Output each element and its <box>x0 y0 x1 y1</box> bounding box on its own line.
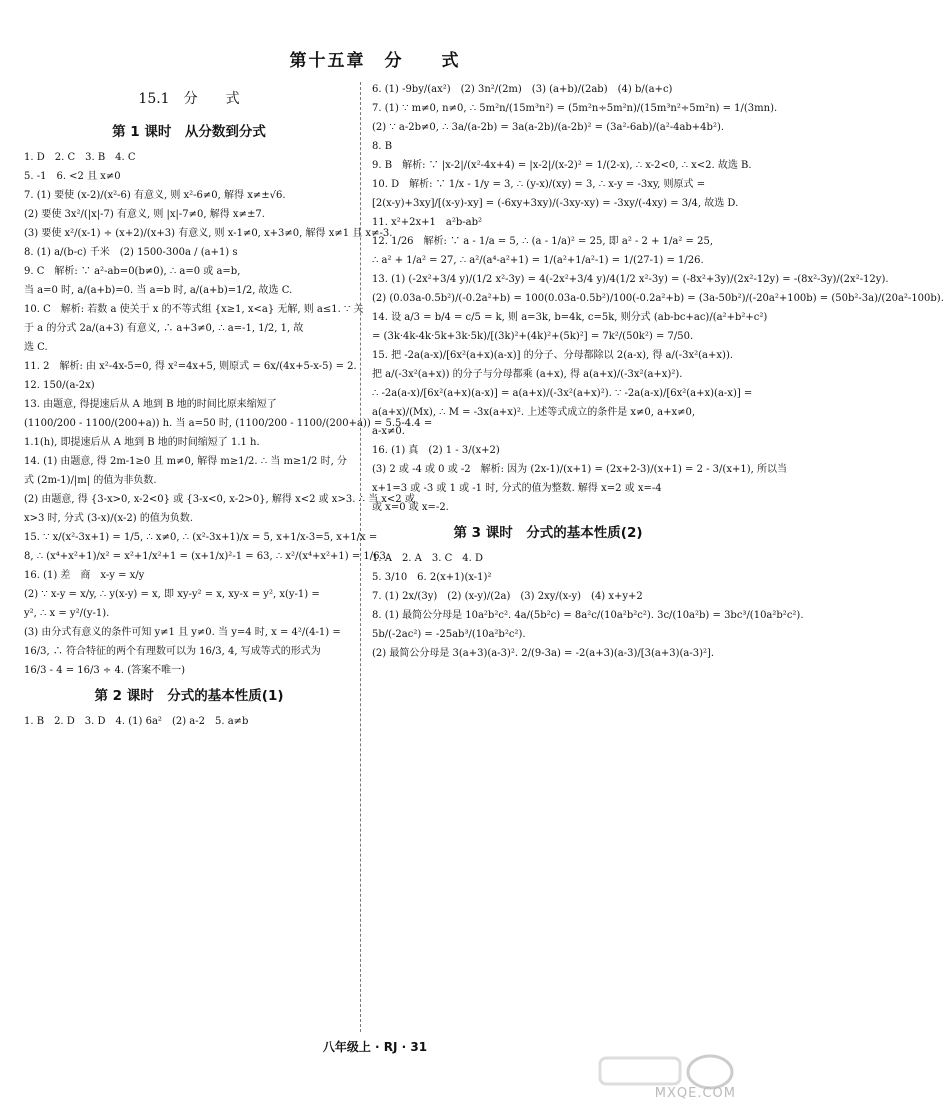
answer-line: 把 a/(-3x²(a+x)) 的分子与分母都乘 (a+x), 得 a(a+x)/(-3x²(a+x)²). <box>372 369 683 380</box>
answer-line: 16/3, ∴ 符合特征的两个有理数可以为 16/3, 4, 写成等式的形式为 <box>24 646 321 657</box>
answer-line: 6. (1) -9by/(ax²) (2) 3n²/(2m) (3) (a+b)/(2ab) (4) b/(a+c) <box>372 84 673 95</box>
section-title: 15.1 分 式 <box>138 91 240 107</box>
answer-line: 8. B <box>372 141 393 152</box>
answer-line: x+1=3 或 -3 或 1 或 -1 时, 分式的值为整数. 解得 x=2 或 x=-4 <box>372 483 662 494</box>
answer-line: 7. (1) 2x/(3y) (2) (x-y)/(2a) (3) 2xy/(x-y) (4) x+y+2 <box>372 591 643 602</box>
answer-line: (2) 最简公分母是 3(a+3)(a-3)². 2/(9-3a) = -2(a+3)(a-3)/[3(a+3)(a-3)²]. <box>372 648 715 659</box>
answer-line: 7. (1) 要使 (x-2)/(x²-6) 有意义, 则 x²-6≠0, 解得 x≠±√6. <box>24 190 286 201</box>
answer-line: 13. (1) (-2x²+3/4 y)/(1/2 x²-3y) = 4(-2x²+3/4 y)/4(1/2 x²-3y) = (-8x²+3y)/(2x²-12y) = -(8x²-3y)/(2x²-12y). <box>372 274 889 285</box>
answer-line: a(a+x)/(Mx), ∴ M = -3x(a+x)². 上述等式成立的条件是 x≠0, a+x≠0, <box>372 407 696 418</box>
answer-line: 9. B 解析: ∵ |x-2|/(x²-4x+4) = |x-2|/(x-2)² = 1/(2-x), ∴ x-2<0, ∴ x<2. 故选 B. <box>372 160 752 171</box>
answer-line: (3) 要使 x²/(x-1) ÷ (x+2)/(x+3) 有意义, 则 x-1≠0, x+3≠0, 解得 x≠1 且 x≠-3. <box>24 228 393 239</box>
answer-line: 7. (1) ∵ m≠0, n≠0, ∴ 5m²n/(15m³n²) = (5m²n÷5m²n)/(15m³n²÷5m²n) = 1/(3mn). <box>372 103 778 114</box>
answer-line: 16. (1) 差 商 x-y = x/y <box>24 570 145 581</box>
answer-line: y², ∴ x = y²/(y-1). <box>24 608 110 619</box>
answer-line: (2) ∵ a-2b≠0, ∴ 3a/(a-2b) = 3a(a-2b)/(a-2b)² = (3a²-6ab)/(a²-4ab+4b²). <box>372 122 725 133</box>
answer-line: 9. C 解析: ∵ a²-ab=0(b≠0), ∴ a=0 或 a=b, <box>24 266 241 277</box>
answer-line: 11. 2 解析: 由 x²-4x-5=0, 得 x²=4x+5, 则原式 = 6x/(4x+5-x-5) = 2. <box>24 361 357 372</box>
lesson-2-title: 第 2 课时 分式的基本性质(1) <box>94 688 284 704</box>
watermark-text: MXQE.COM <box>654 1086 736 1101</box>
answer-line: 5b/(-2ac²) = -25ab³/(10a²b²c²). <box>372 629 526 640</box>
answer-line: 10. D 解析: ∵ 1/x - 1/y = 3, ∴ (y-x)/(xy) = 3, ∴ x-y = -3xy, 则原式 = <box>372 179 706 190</box>
answer-line: a-x≠0. <box>372 426 405 437</box>
answer-line: 8. (1) a/(b-c) 千米 (2) 1500-300a / (a+1) s <box>24 247 238 258</box>
answer-line: 1.1(h), 即提速后从 A 地到 B 地的时间缩短了 1.1 h. <box>24 437 260 448</box>
answer-line: 选 C. <box>24 342 48 353</box>
answer-line: 1. D 2. C 3. B 4. C <box>24 152 136 163</box>
answer-line: 5. -1 6. <2 且 x≠0 <box>24 171 121 182</box>
chapter-title: 第十五章 分 式 <box>289 51 461 71</box>
lesson-3-title: 第 3 课时 分式的基本性质(2) <box>453 525 643 541</box>
answer-line: 11. x²+2x+1 a²b-ab² <box>372 217 482 228</box>
answer-line: 8, ∴ (x⁴+x²+1)/x² = x²+1/x²+1 = (x+1/x)²-1 = 63, ∴ x²/(x⁴+x²+1) = 1/63. <box>24 551 390 562</box>
answer-line: 14. (1) 由题意, 得 2m-1≥0 且 m≠0, 解得 m≥1/2. ∴ 当 m≥1/2 时, 分 <box>24 456 347 467</box>
answer-line: 16/3 - 4 = 16/3 ÷ 4. (答案不唯一) <box>24 665 186 676</box>
answer-line: 15. 把 -2a(a-x)/[6x²(a+x)(a-x)] 的分子、分母都除以 2(a-x), 得 a/(-3x²(a+x)). <box>372 350 734 361</box>
answer-line: 12. 1/26 解析: ∵ a - 1/a = 5, ∴ (a - 1/a)² = 25, 即 a² - 2 + 1/a² = 25, <box>372 236 714 247</box>
answer-line: (2) ∵ x-y = x/y, ∴ y(x-y) = x, 即 xy-y² = x, xy-x = y², x(y-1) = <box>24 589 320 600</box>
answer-line: 13. 由题意, 得提速后从 A 地到 B 地的时间比原来缩短了 <box>24 399 277 410</box>
answer-line: 8. (1) 最简公分母是 10a²b²c². 4a/(5b²c) = 8a²c/(10a²b²c²). 3c/(10a²b) = 3bc³/(10a²b²c²). <box>372 610 804 621</box>
answer-line: (1100/200 - 1100/(200+a)) h. 当 a=50 时, (1100/200 - 1100/(200+a)) = 5.5-4.4 = <box>24 418 433 429</box>
answer-line: 10. C 解析: 若数 a 使关于 x 的不等式组 {x≥1, x<a} 无解, 则 a≤1. ∵ 关 <box>24 304 364 315</box>
answer-line: 1. A 2. A 3. C 4. D <box>372 553 483 564</box>
answer-line: (2) (0.03a-0.5b²)/(-0.2a²+b) = 100(0.03a-0.5b²)/100(-0.2a²+b) = (3a-50b²)/(-20a²+100b) = (50b²-3a)/(20a²-100b). <box>372 293 944 304</box>
answer-line: x>3 时, 分式 (3-x)/(x-2) 的值为负数. <box>24 513 194 524</box>
answer-line: 12. 150/(a-2x) <box>24 380 95 391</box>
column-divider <box>360 82 361 1032</box>
answer-line: 于 a 的分式 2a/(a+3) 有意义, ∴ a+3≠0, ∴ a=-1, 1/2, 1, 故 <box>24 323 304 334</box>
answer-line: (2) 由题意, 得 {3-x>0, x-2<0} 或 {3-x<0, x-2>0}, 解得 x<2 或 x>3. ∴ 当 x<2 或 <box>24 494 415 505</box>
answer-line: (3) 由分式有意义的条件可知 y≠1 且 y≠0. 当 y=4 时, x = 4²/(4-1) = <box>24 627 341 638</box>
answer-line: 或 x=0 或 x=-2. <box>372 502 449 513</box>
answer-line: 当 a=0 时, a/(a+b)=0. 当 a=b 时, a/(a+b)=1/2, 故选 C. <box>24 285 293 296</box>
answer-line: ∴ -2a(a-x)/[6x²(a+x)(a-x)] = a(a+x)/(-3x²(a+x)²). ∵ -2a(a-x)/[6x²(a+x)(a-x)] = <box>372 388 753 399</box>
page-footer: 八年级上 · RJ · 31 <box>322 1040 428 1054</box>
answer-line: 14. 设 a/3 = b/4 = c/5 = k, 则 a=3k, b=4k, c=5k, 则分式 (ab-bc+ac)/(a²+b²+c²) <box>372 312 768 323</box>
answer-line: ∴ a² + 1/a² = 27, ∴ a²/(a⁴-a²+1) = 1/(a²+1/a²-1) = 1/(27-1) = 1/26. <box>372 255 704 266</box>
answer-line: [2(x-y)+3xy]/[(x-y)-xy] = (-6xy+3xy)/(-3xy-xy) = -3xy/(-4xy) = 3/4, 故选 D. <box>372 198 739 209</box>
answer-line: 式 (2m-1)/|m| 的值为非负数. <box>24 475 157 486</box>
right-column <box>372 80 944 1049</box>
answer-line: 5. 3/10 6. 2(x+1)(x-1)² <box>372 572 492 583</box>
answer-line: 1. B 2. D 3. D 4. (1) 6a² (2) a-2 5. a≠b <box>24 716 249 727</box>
answer-line: 15. ∵ x/(x²-3x+1) = 1/5, ∴ x≠0, ∴ (x²-3x+1)/x = 5, x+1/x-3=5, x+1/x = <box>24 532 378 543</box>
answer-line: = (3k·4k-4k·5k+3k·5k)/[(3k)²+(4k)²+(5k)²] = 7k²/(50k²) = 7/50. <box>372 331 694 342</box>
answer-line: 16. (1) 真 (2) 1 - 3/(x+2) <box>372 445 500 456</box>
answer-line: (3) 2 或 -4 或 0 或 -2 解析: 因为 (2x-1)/(x+1) = (2x+2-3)/(x+1) = 2 - 3/(x+1), 所以当 <box>372 464 787 475</box>
lesson-1-title: 第 1 课时 从分数到分式 <box>112 124 266 140</box>
answer-line: (2) 要使 3x²/(|x|-7) 有意义, 则 |x|-7≠0, 解得 x≠±7. <box>24 209 265 220</box>
